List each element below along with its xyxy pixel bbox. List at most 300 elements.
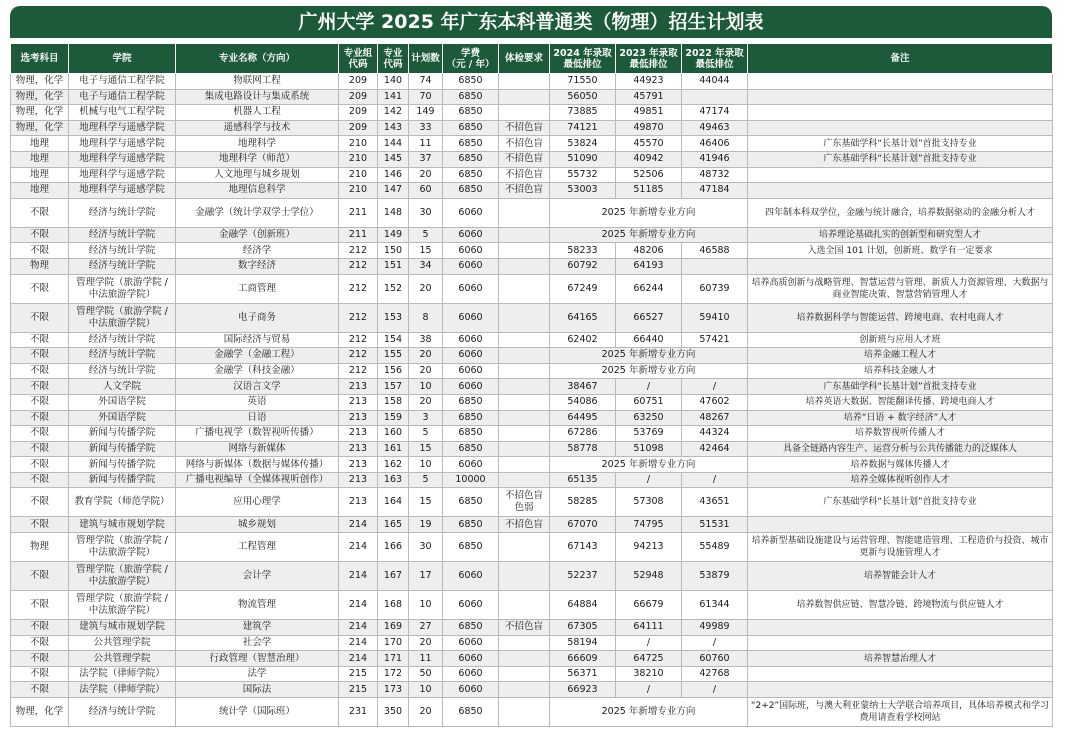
- cell-plan-count: 50: [409, 666, 443, 682]
- cell-rank-2022: 47602: [682, 394, 748, 410]
- cell-group-code: 213: [339, 394, 378, 410]
- cell-group-code: 212: [339, 258, 378, 274]
- cell-new-direction: 2025 年新增专业方向: [550, 698, 748, 727]
- cell-rank-2024: 67305: [550, 620, 616, 636]
- cell-subject: 不限: [11, 666, 69, 682]
- cell-subject: 不限: [11, 274, 69, 303]
- cell-new-direction: 2025 年新增专业方向: [550, 457, 748, 473]
- cell-major-code: 165: [378, 517, 409, 533]
- cell-college: 经济与统计学院: [69, 227, 176, 243]
- cell-physical-requirement: [499, 651, 550, 667]
- cell-note: 培养数据科学与智能运营、跨境电商、农村电商人才: [748, 303, 1053, 332]
- cell-major-code: 155: [378, 348, 409, 364]
- cell-rank-2023: /: [616, 379, 682, 395]
- cell-plan-count: 11: [409, 136, 443, 152]
- cell-major: 金融学（统计学双学士学位）: [176, 198, 339, 227]
- cell-rank-2024: 51090: [550, 151, 616, 167]
- cell-tuition: 6850: [443, 167, 499, 183]
- cell-group-code: 212: [339, 348, 378, 364]
- cell-subject: 不限: [11, 379, 69, 395]
- table-row: [11, 635, 1053, 651]
- cell-group-code: 213: [339, 426, 378, 442]
- cell-college: 外国语学院: [69, 394, 176, 410]
- cell-group-code: 210: [339, 136, 378, 152]
- cell-physical-requirement: [499, 426, 550, 442]
- cell-rank-2022: 48732: [682, 167, 748, 183]
- cell-physical-requirement: [499, 379, 550, 395]
- cell-rank-2022: 44324: [682, 426, 748, 442]
- cell-college: 教育学院（师范学院）: [69, 488, 176, 517]
- cell-note: 培养数据与媒体传播人才: [748, 457, 1053, 473]
- cell-rank-2024: 66923: [550, 682, 616, 698]
- cell-group-code: 209: [339, 74, 378, 90]
- cell-major: 遥感科学与技术: [176, 120, 339, 136]
- cell-physical-requirement: [499, 363, 550, 379]
- cell-tuition: 6060: [443, 198, 499, 227]
- cell-rank-2023: 38210: [616, 666, 682, 682]
- cell-physical-requirement: [499, 682, 550, 698]
- cell-major-code: 162: [378, 457, 409, 473]
- cell-rank-2024: 56050: [550, 89, 616, 105]
- cell-tuition: 6060: [443, 332, 499, 348]
- cell-major-code: 143: [378, 120, 409, 136]
- cell-major: 会计学: [176, 562, 339, 591]
- cell-major: 国际经济与贸易: [176, 332, 339, 348]
- cell-rank-2022: 51531: [682, 517, 748, 533]
- cell-tuition: 6850: [443, 410, 499, 426]
- cell-group-code: 213: [339, 410, 378, 426]
- cell-major-code: 145: [378, 151, 409, 167]
- cell-note: 广东基础学科“长基计划”首批支持专业: [748, 151, 1053, 167]
- cell-rank-2024: 55732: [550, 167, 616, 183]
- col-header-fee: 学费 （元 / 年）: [443, 44, 499, 74]
- cell-college: 新闻与传播学院: [69, 457, 176, 473]
- cell-subject: 不限: [11, 488, 69, 517]
- cell-tuition: 6060: [443, 682, 499, 698]
- table-row: [11, 379, 1053, 395]
- cell-rank-2023: 63250: [616, 410, 682, 426]
- cell-college: 法学院（律师学院）: [69, 666, 176, 682]
- cell-plan-count: 30: [409, 198, 443, 227]
- cell-major: 日语: [176, 410, 339, 426]
- cell-physical-requirement: 不招色盲: [499, 120, 550, 136]
- cell-rank-2024: 66609: [550, 651, 616, 667]
- cell-major: 物流管理: [176, 591, 339, 620]
- cell-physical-requirement: [499, 105, 550, 121]
- cell-major: 行政管理（智慧治理）: [176, 651, 339, 667]
- enrollment-plan-table: [10, 43, 1053, 727]
- cell-college: 经济与统计学院: [69, 332, 176, 348]
- col-header-group: 专业组 代码: [339, 44, 378, 74]
- cell-tuition: 6060: [443, 651, 499, 667]
- cell-major-code: 161: [378, 441, 409, 457]
- cell-note: [748, 183, 1053, 199]
- cell-plan-count: 5: [409, 227, 443, 243]
- cell-college: 电子与通信工程学院: [69, 74, 176, 90]
- cell-plan-count: 15: [409, 488, 443, 517]
- table-row: [11, 303, 1053, 332]
- cell-tuition: 6850: [443, 74, 499, 90]
- cell-note: “2+2”国际班，与澳大利亚蒙纳士大学联合培养项目，具体培养模式和学习费用请查看学校网站: [748, 698, 1053, 727]
- cell-plan-count: 5: [409, 472, 443, 488]
- cell-rank-2023: 66679: [616, 591, 682, 620]
- cell-major-code: 153: [378, 303, 409, 332]
- cell-physical-requirement: [499, 457, 550, 473]
- cell-tuition: 6850: [443, 533, 499, 562]
- table-row: [11, 105, 1053, 121]
- cell-college: 地理科学与遥感学院: [69, 136, 176, 152]
- cell-tuition: 6060: [443, 591, 499, 620]
- cell-subject: 地理: [11, 183, 69, 199]
- cell-rank-2022: 49463: [682, 120, 748, 136]
- cell-subject: 不限: [11, 517, 69, 533]
- cell-major-code: 173: [378, 682, 409, 698]
- cell-rank-2022: 55489: [682, 533, 748, 562]
- cell-major: 经济学: [176, 243, 339, 259]
- cell-rank-2023: 57308: [616, 488, 682, 517]
- cell-college: 建筑与城市规划学院: [69, 620, 176, 636]
- cell-subject: 不限: [11, 363, 69, 379]
- cell-subject: 不限: [11, 441, 69, 457]
- cell-rank-2024: 58285: [550, 488, 616, 517]
- cell-tuition: 6850: [443, 151, 499, 167]
- cell-rank-2024: 60792: [550, 258, 616, 274]
- cell-college: 经济与统计学院: [69, 698, 176, 727]
- cell-rank-2022: 46406: [682, 136, 748, 152]
- cell-rank-2022: 46588: [682, 243, 748, 259]
- table-row: [11, 198, 1053, 227]
- cell-major: 广播电视学（数智视听传播）: [176, 426, 339, 442]
- table-row: [11, 651, 1053, 667]
- cell-rank-2023: 64725: [616, 651, 682, 667]
- cell-rank-2022: 41946: [682, 151, 748, 167]
- cell-rank-2022: 42464: [682, 441, 748, 457]
- cell-rank-2022: 60760: [682, 651, 748, 667]
- cell-college: 经济与统计学院: [69, 198, 176, 227]
- table-row: [11, 167, 1053, 183]
- cell-college: 管理学院（旅游学院 / 中法旅游学院）: [69, 303, 176, 332]
- cell-plan-count: 15: [409, 441, 443, 457]
- cell-group-code: 211: [339, 198, 378, 227]
- cell-rank-2022: 59410: [682, 303, 748, 332]
- cell-college: 管理学院（旅游学院 / 中法旅游学院）: [69, 274, 176, 303]
- cell-subject: 不限: [11, 426, 69, 442]
- table-row: [11, 426, 1053, 442]
- cell-subject: 不限: [11, 651, 69, 667]
- cell-college: 经济与统计学院: [69, 258, 176, 274]
- cell-rank-2022: /: [682, 682, 748, 698]
- cell-college: 新闻与传播学院: [69, 426, 176, 442]
- cell-subject: 物理，化学: [11, 698, 69, 727]
- cell-major-code: 171: [378, 651, 409, 667]
- cell-subject: 不限: [11, 198, 69, 227]
- cell-tuition: 6060: [443, 379, 499, 395]
- table-row: [11, 682, 1053, 698]
- cell-rank-2024: 58194: [550, 635, 616, 651]
- cell-rank-2024: 64884: [550, 591, 616, 620]
- cell-subject: 不限: [11, 457, 69, 473]
- cell-rank-2022: 42768: [682, 666, 748, 682]
- cell-group-code: 213: [339, 457, 378, 473]
- cell-rank-2023: 60751: [616, 394, 682, 410]
- cell-major-code: 160: [378, 426, 409, 442]
- cell-group-code: 212: [339, 363, 378, 379]
- cell-plan-count: 20: [409, 363, 443, 379]
- cell-physical-requirement: [499, 198, 550, 227]
- cell-subject: 物理，化学: [11, 120, 69, 136]
- cell-college: 经济与统计学院: [69, 348, 176, 364]
- cell-group-code: 214: [339, 651, 378, 667]
- cell-physical-requirement: [499, 89, 550, 105]
- cell-major: 数字经济: [176, 258, 339, 274]
- cell-rank-2022: 61344: [682, 591, 748, 620]
- cell-rank-2024: 58233: [550, 243, 616, 259]
- cell-plan-count: 3: [409, 410, 443, 426]
- cell-subject: 不限: [11, 635, 69, 651]
- cell-note: [748, 120, 1053, 136]
- cell-rank-2022: 60739: [682, 274, 748, 303]
- cell-rank-2024: 62402: [550, 332, 616, 348]
- cell-major: 电子商务: [176, 303, 339, 332]
- cell-physical-requirement: [499, 394, 550, 410]
- cell-plan-count: 11: [409, 651, 443, 667]
- cell-college: 新闻与传播学院: [69, 441, 176, 457]
- cell-physical-requirement: [499, 258, 550, 274]
- cell-plan-count: 149: [409, 105, 443, 121]
- cell-tuition: 6060: [443, 348, 499, 364]
- table-row: [11, 74, 1053, 90]
- cell-tuition: 6850: [443, 620, 499, 636]
- table-row: [11, 517, 1053, 533]
- cell-major-code: 151: [378, 258, 409, 274]
- cell-physical-requirement: [499, 303, 550, 332]
- cell-group-code: 214: [339, 562, 378, 591]
- cell-group-code: 211: [339, 227, 378, 243]
- cell-subject: 不限: [11, 332, 69, 348]
- cell-rank-2022: 48267: [682, 410, 748, 426]
- cell-major-code: 158: [378, 394, 409, 410]
- cell-rank-2023: 53769: [616, 426, 682, 442]
- cell-subject: 物理，化学: [11, 89, 69, 105]
- cell-college: 外国语学院: [69, 410, 176, 426]
- cell-rank-2022: 47184: [682, 183, 748, 199]
- cell-rank-2024: 67143: [550, 533, 616, 562]
- cell-new-direction: 2025 年新增专业方向: [550, 363, 748, 379]
- cell-rank-2024: 73885: [550, 105, 616, 121]
- cell-major-code: 150: [378, 243, 409, 259]
- cell-note: 培养数智供应链、智慧冷链、跨境物流与供应链人才: [748, 591, 1053, 620]
- cell-plan-count: 60: [409, 183, 443, 199]
- cell-group-code: 214: [339, 635, 378, 651]
- col-header-rank-2022: 2022 年录取 最低排位: [682, 44, 748, 74]
- cell-major-code: 148: [378, 198, 409, 227]
- cell-major: 地理信息科学: [176, 183, 339, 199]
- cell-physical-requirement: [499, 441, 550, 457]
- cell-subject: 不限: [11, 682, 69, 698]
- cell-physical-requirement: [499, 472, 550, 488]
- cell-college: 地理科学与遥感学院: [69, 120, 176, 136]
- cell-note: 具备全链路内容生产、运营分析与公共传播能力的泛媒体人: [748, 441, 1053, 457]
- cell-group-code: 209: [339, 89, 378, 105]
- cell-plan-count: 20: [409, 167, 443, 183]
- cell-note: [748, 682, 1053, 698]
- cell-plan-count: 33: [409, 120, 443, 136]
- cell-plan-count: 74: [409, 74, 443, 90]
- cell-college: 人文学院: [69, 379, 176, 395]
- table-row: [11, 698, 1053, 727]
- cell-physical-requirement: [499, 562, 550, 591]
- cell-group-code: 213: [339, 379, 378, 395]
- cell-rank-2024: 56371: [550, 666, 616, 682]
- col-header-rank-2024: 2024 年录取 最低排位: [550, 44, 616, 74]
- cell-tuition: 6850: [443, 105, 499, 121]
- cell-major-code: 147: [378, 183, 409, 199]
- cell-major-code: 170: [378, 635, 409, 651]
- col-header-code: 专业 代码: [378, 44, 409, 74]
- cell-note: 广东基础学科“长基计划”首批支持专业: [748, 136, 1053, 152]
- cell-plan-count: 70: [409, 89, 443, 105]
- cell-rank-2024: 53824: [550, 136, 616, 152]
- cell-subject: 地理: [11, 136, 69, 152]
- cell-rank-2024: 67249: [550, 274, 616, 303]
- cell-tuition: 6850: [443, 698, 499, 727]
- cell-new-direction: 2025 年新增专业方向: [550, 198, 748, 227]
- cell-plan-count: 20: [409, 348, 443, 364]
- cell-major: 金融学（科技金融）: [176, 363, 339, 379]
- cell-physical-requirement: 不招色盲: [499, 136, 550, 152]
- cell-group-code: 212: [339, 303, 378, 332]
- cell-college: 管理学院（旅游学院 / 中法旅游学院）: [69, 562, 176, 591]
- cell-physical-requirement: 不招色盲: [499, 620, 550, 636]
- cell-rank-2024: 58778: [550, 441, 616, 457]
- table-row: [11, 562, 1053, 591]
- cell-note: 培养新型基础设施建设与运营管理、智能建造管理、工程造价与投资、城市更新与设施管理人才: [748, 533, 1053, 562]
- cell-new-direction: 2025 年新增专业方向: [550, 227, 748, 243]
- cell-college: 管理学院（旅游学院 / 中法旅游学院）: [69, 533, 176, 562]
- cell-major: 网络与新媒体（数据与媒体传播）: [176, 457, 339, 473]
- cell-rank-2023: 66527: [616, 303, 682, 332]
- cell-major: 金融学（金融工程）: [176, 348, 339, 364]
- cell-physical-requirement: [499, 348, 550, 364]
- cell-group-code: 213: [339, 472, 378, 488]
- cell-major-code: 146: [378, 167, 409, 183]
- cell-college: 经济与统计学院: [69, 363, 176, 379]
- cell-tuition: 6060: [443, 562, 499, 591]
- cell-major: 英语: [176, 394, 339, 410]
- cell-plan-count: 17: [409, 562, 443, 591]
- cell-plan-count: 10: [409, 379, 443, 395]
- table-row: [11, 591, 1053, 620]
- table-row: [11, 348, 1053, 364]
- cell-rank-2024: 71550: [550, 74, 616, 90]
- cell-note: [748, 635, 1053, 651]
- cell-group-code: 210: [339, 151, 378, 167]
- cell-major-code: 172: [378, 666, 409, 682]
- col-header-major: 专业名称（方向）: [176, 44, 339, 74]
- cell-plan-count: 37: [409, 151, 443, 167]
- cell-major: 法学: [176, 666, 339, 682]
- table-row: [11, 363, 1053, 379]
- cell-major-code: 154: [378, 332, 409, 348]
- cell-tuition: 6060: [443, 274, 499, 303]
- cell-tuition: 6060: [443, 666, 499, 682]
- cell-note: [748, 167, 1053, 183]
- cell-major: 工商管理: [176, 274, 339, 303]
- cell-rank-2023: 64111: [616, 620, 682, 636]
- cell-major-code: 163: [378, 472, 409, 488]
- table-row: [11, 488, 1053, 517]
- cell-rank-2022: [682, 258, 748, 274]
- cell-note: 培养数智视听传播人才: [748, 426, 1053, 442]
- table-header-row: [11, 44, 1053, 74]
- cell-major-code: 350: [378, 698, 409, 727]
- cell-rank-2022: 49989: [682, 620, 748, 636]
- cell-note: 培养金融工程人才: [748, 348, 1053, 364]
- cell-group-code: 215: [339, 682, 378, 698]
- cell-rank-2023: 74795: [616, 517, 682, 533]
- cell-rank-2023: /: [616, 682, 682, 698]
- cell-tuition: 6850: [443, 394, 499, 410]
- table-row: [11, 472, 1053, 488]
- cell-college: 机械与电气工程学院: [69, 105, 176, 121]
- cell-rank-2023: 49870: [616, 120, 682, 136]
- cell-note: 培养科技金融人才: [748, 363, 1053, 379]
- cell-physical-requirement: [499, 410, 550, 426]
- cell-tuition: 6850: [443, 488, 499, 517]
- cell-note: 培养全媒体视听创作人才: [748, 472, 1053, 488]
- cell-subject: 不限: [11, 591, 69, 620]
- cell-rank-2023: 66440: [616, 332, 682, 348]
- cell-major: 统计学（国际班）: [176, 698, 339, 727]
- cell-group-code: 210: [339, 183, 378, 199]
- cell-major: 建筑学: [176, 620, 339, 636]
- page-title: 广州大学 2025 年广东本科普通类（物理）招生计划表: [10, 6, 1052, 38]
- cell-rank-2023: 45570: [616, 136, 682, 152]
- cell-note: [748, 74, 1053, 90]
- cell-major-code: 166: [378, 533, 409, 562]
- cell-physical-requirement: 不招色盲: [499, 151, 550, 167]
- cell-plan-count: 30: [409, 533, 443, 562]
- cell-tuition: 6060: [443, 457, 499, 473]
- cell-subject: 地理: [11, 167, 69, 183]
- cell-plan-count: 8: [409, 303, 443, 332]
- cell-plan-count: 10: [409, 591, 443, 620]
- cell-rank-2022: 53879: [682, 562, 748, 591]
- cell-plan-count: 20: [409, 274, 443, 303]
- cell-major: 机器人工程: [176, 105, 339, 121]
- cell-group-code: 215: [339, 666, 378, 682]
- cell-group-code: 212: [339, 332, 378, 348]
- cell-note: 四年制本科双学位，金融与统计融合，培养数据驱动的金融分析人才: [748, 198, 1053, 227]
- cell-rank-2024: 67286: [550, 426, 616, 442]
- cell-rank-2022: 43651: [682, 488, 748, 517]
- cell-note: [748, 89, 1053, 105]
- table-row: [11, 441, 1053, 457]
- cell-college: 公共管理学院: [69, 635, 176, 651]
- cell-plan-count: 19: [409, 517, 443, 533]
- cell-major-code: 152: [378, 274, 409, 303]
- cell-rank-2023: 51185: [616, 183, 682, 199]
- cell-college: 地理科学与遥感学院: [69, 167, 176, 183]
- table-row: [11, 258, 1053, 274]
- cell-physical-requirement: [499, 666, 550, 682]
- cell-major: 地理科学（师范）: [176, 151, 339, 167]
- cell-plan-count: 10: [409, 457, 443, 473]
- cell-rank-2022: /: [682, 635, 748, 651]
- cell-note: 培养“日语 + 数字经济”人才: [748, 410, 1053, 426]
- cell-rank-2023: 44923: [616, 74, 682, 90]
- cell-rank-2024: 53003: [550, 183, 616, 199]
